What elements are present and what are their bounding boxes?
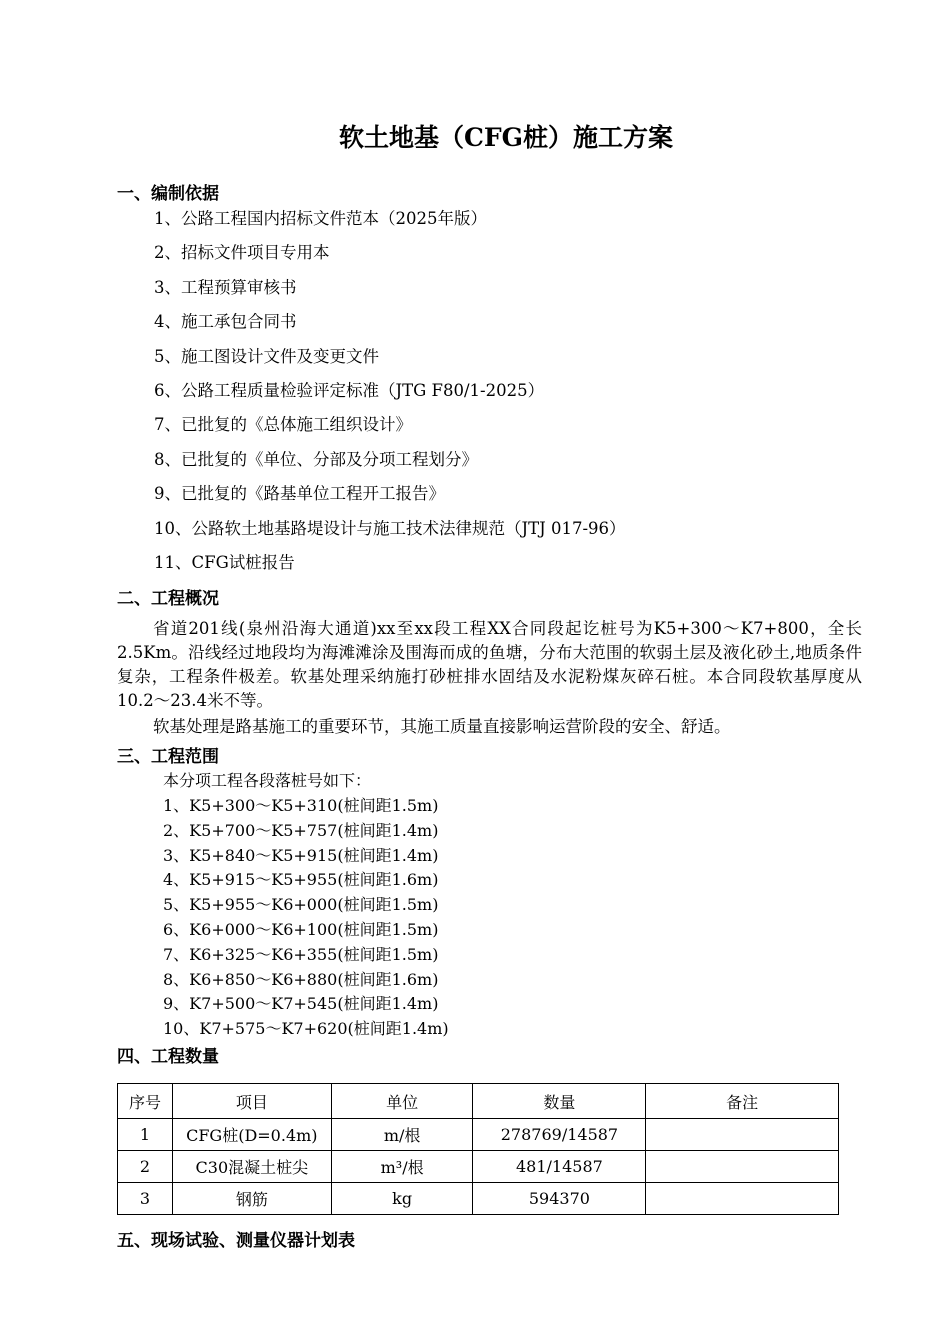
basis-item: 4、施工承包合同书 [154, 312, 297, 331]
table-row [118, 1151, 839, 1183]
section-heading-overview: 二、工程概况 [117, 589, 219, 609]
table-cell: m/根 [331, 1119, 473, 1151]
table-cell: kg [331, 1183, 473, 1215]
table-cell: 3 [118, 1183, 173, 1215]
table-header-row [118, 1084, 839, 1119]
table-cell: CFG桩(D=0.4m) [172, 1119, 331, 1151]
table-cell: 2 [118, 1151, 173, 1183]
table-cell: m³/根 [331, 1151, 473, 1183]
header-cell: 备注 [646, 1084, 839, 1119]
basis-item: 10、公路软土地基路堤设计与施工技术法律规范（JTJ 017-96） [154, 519, 626, 538]
table-cell [646, 1183, 839, 1215]
table-cell: 481/14587 [473, 1151, 646, 1183]
quantity-table [117, 1083, 839, 1215]
basis-item: 2、招标文件项目专用本 [154, 243, 330, 262]
basis-item: 1、公路工程国内招标文件范本（2025年版） [154, 209, 487, 228]
table-cell: 594370 [473, 1183, 646, 1215]
scope-item: 10、K7+575～K7+620(桩间距1.4m) [163, 1019, 449, 1038]
section-heading-instruments: 五、现场试验、测量仪器计划表 [117, 1231, 355, 1251]
basis-item: 8、已批复的《单位、分部及分项工程划分》 [154, 450, 478, 469]
scope-item: 3、K5+840～K5+915(桩间距1.4m) [163, 846, 439, 865]
table-cell [646, 1151, 839, 1183]
overview-paragraph: 软基处理是路基施工的重要环节，其施工质量直接影响运营阶段的安全、舒适。 [153, 717, 731, 736]
basis-item: 5、施工图设计文件及变更文件 [154, 347, 379, 366]
header-cell: 序号 [118, 1084, 173, 1119]
table-row [118, 1119, 839, 1151]
table-row [118, 1183, 839, 1215]
header-cell: 数量 [473, 1084, 646, 1119]
table-cell: 278769/14587 [473, 1119, 646, 1151]
basis-item: 9、已批复的《路基单位工程开工报告》 [154, 484, 445, 503]
scope-item: 5、K5+955～K6+000(桩间距1.5m) [163, 895, 439, 914]
section-heading-basis: 一、编制依据 [117, 184, 219, 204]
section-heading-quantity: 四、工程数量 [117, 1047, 219, 1067]
basis-item: 11、CFG试桩报告 [154, 553, 295, 572]
overview-paragraph: 省道201线(泉州沿海大通道)xx至xx段工程XX合同段起讫桩号为K5+300～K7+800，全长2.5Km。沿线经过地段均为海滩滩涂及围海而成的鱼塘，分布大范围的软弱土层及液化砂土,地质条件复杂，工程条件极差。软基处理采纳施打砂桩排水固结及水泥粉煤灰碎石桩。本合同段软基厚度从10.2～23.4米不等。 [117, 619, 862, 710]
scope-item: 4、K5+915～K5+955(桩间距1.6m) [163, 870, 439, 889]
scope-item: 9、K7+500～K7+545(桩间距1.4m) [163, 994, 439, 1013]
table-cell [646, 1119, 839, 1151]
scope-item: 8、K6+850～K6+880(桩间距1.6m) [163, 970, 439, 989]
scope-item: 6、K6+000～K6+100(桩间距1.5m) [163, 920, 439, 939]
header-cell: 项目 [172, 1084, 331, 1119]
table-cell: 钢筋 [172, 1183, 331, 1215]
table-cell: C30混凝土桩尖 [172, 1151, 331, 1183]
scope-item: 2、K5+700～K5+757(桩间距1.4m) [163, 821, 439, 840]
scope-intro: 本分项工程各段落桩号如下： [163, 771, 372, 790]
basis-item: 6、公路工程质量检验评定标准（JTG F80/1-2025） [154, 381, 545, 400]
header-cell: 单位 [331, 1084, 473, 1119]
scope-item: 1、K5+300～K5+310(桩间距1.5m) [163, 796, 439, 815]
table-cell: 1 [118, 1119, 173, 1151]
section-heading-scope: 三、工程范围 [117, 747, 219, 767]
basis-item: 7、已批复的《总体施工组织设计》 [154, 415, 412, 434]
document-title: 软土地基（CFG桩）施工方案 [339, 123, 673, 152]
scope-item: 7、K6+325～K6+355(桩间距1.5m) [163, 945, 439, 964]
basis-item: 3、工程预算审核书 [154, 278, 297, 297]
